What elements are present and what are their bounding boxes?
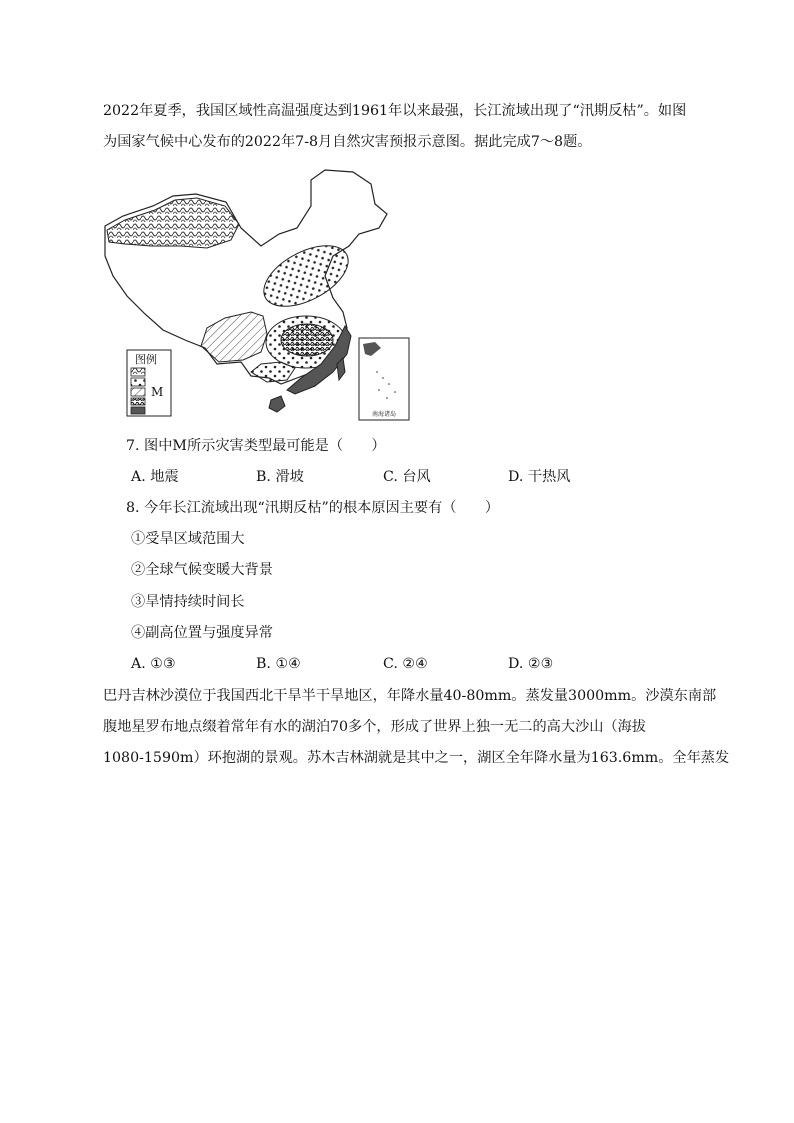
passage-line-2: 腹地星罗布地点缀着常年有水的湖泊70多个，形成了世界上独一无二的高大沙山（海拔: [103, 719, 646, 735]
q8-option-c: C. ②④: [383, 656, 428, 672]
passage-line-3: 1080-1590m）环抱湖的景观。苏木吉林湖就是其中之一，湖区全年降水量为163.6mm。全年蒸发: [103, 750, 730, 766]
legend-swatch-dots: [131, 378, 145, 386]
china-disaster-forecast-map: [101, 166, 413, 422]
q8-item-1: ①受旱区域范围大: [131, 531, 245, 547]
region-northwest: [107, 198, 239, 248]
q8-option-b: B. ①④: [256, 656, 301, 672]
q8-item-2: ②全球气候变暖大背景: [131, 562, 273, 578]
q8-item-3: ③旱情持续时间长: [131, 594, 245, 610]
q7-stem: 7. 图中M所示灾害类型最可能是（ ）: [126, 438, 386, 454]
intro-line-1: 2022年夏季，我国区域性高温强度达到1961年以来最强，长江流域出现了“汛期反枯”。如图: [103, 103, 687, 119]
q8-item-4: ④副高位置与强度异常: [131, 625, 273, 641]
passage-line-1: 巴丹吉林沙漠位于我国西北干旱半干旱地区，年降水量40-80mm。蒸发量3000mm。沙漠东南部: [103, 688, 717, 704]
legend-swatch-hatch: [131, 388, 145, 396]
legend-title: 图例: [135, 353, 157, 366]
q7-option-d: D. 干热风: [508, 469, 571, 485]
legend-m-label: M: [151, 385, 164, 399]
q7-option-b: B. 滑坡: [256, 469, 304, 485]
intro-line-2: 为国家气候中心发布的2022年7-8月自然灾害预报示意图。据此完成7～8题。: [103, 134, 592, 150]
inset-label: 南海诸岛: [372, 411, 397, 418]
legend-swatch-squiggle: [131, 368, 145, 376]
island-hainan: [269, 396, 285, 412]
q8-option-a: A. ①③: [131, 656, 176, 672]
legend-swatch-dense: [131, 398, 145, 405]
q7-option-a: A. 地震: [131, 469, 179, 485]
legend-swatch-dark: [131, 407, 145, 414]
q8-option-d: D. ②③: [508, 656, 554, 672]
q8-stem: 8. 今年长江流域出现“汛期反枯”的根本原因主要有（ ）: [126, 500, 500, 516]
q7-option-c: C. 台风: [383, 469, 431, 485]
region-yangtze-core: [281, 324, 333, 356]
